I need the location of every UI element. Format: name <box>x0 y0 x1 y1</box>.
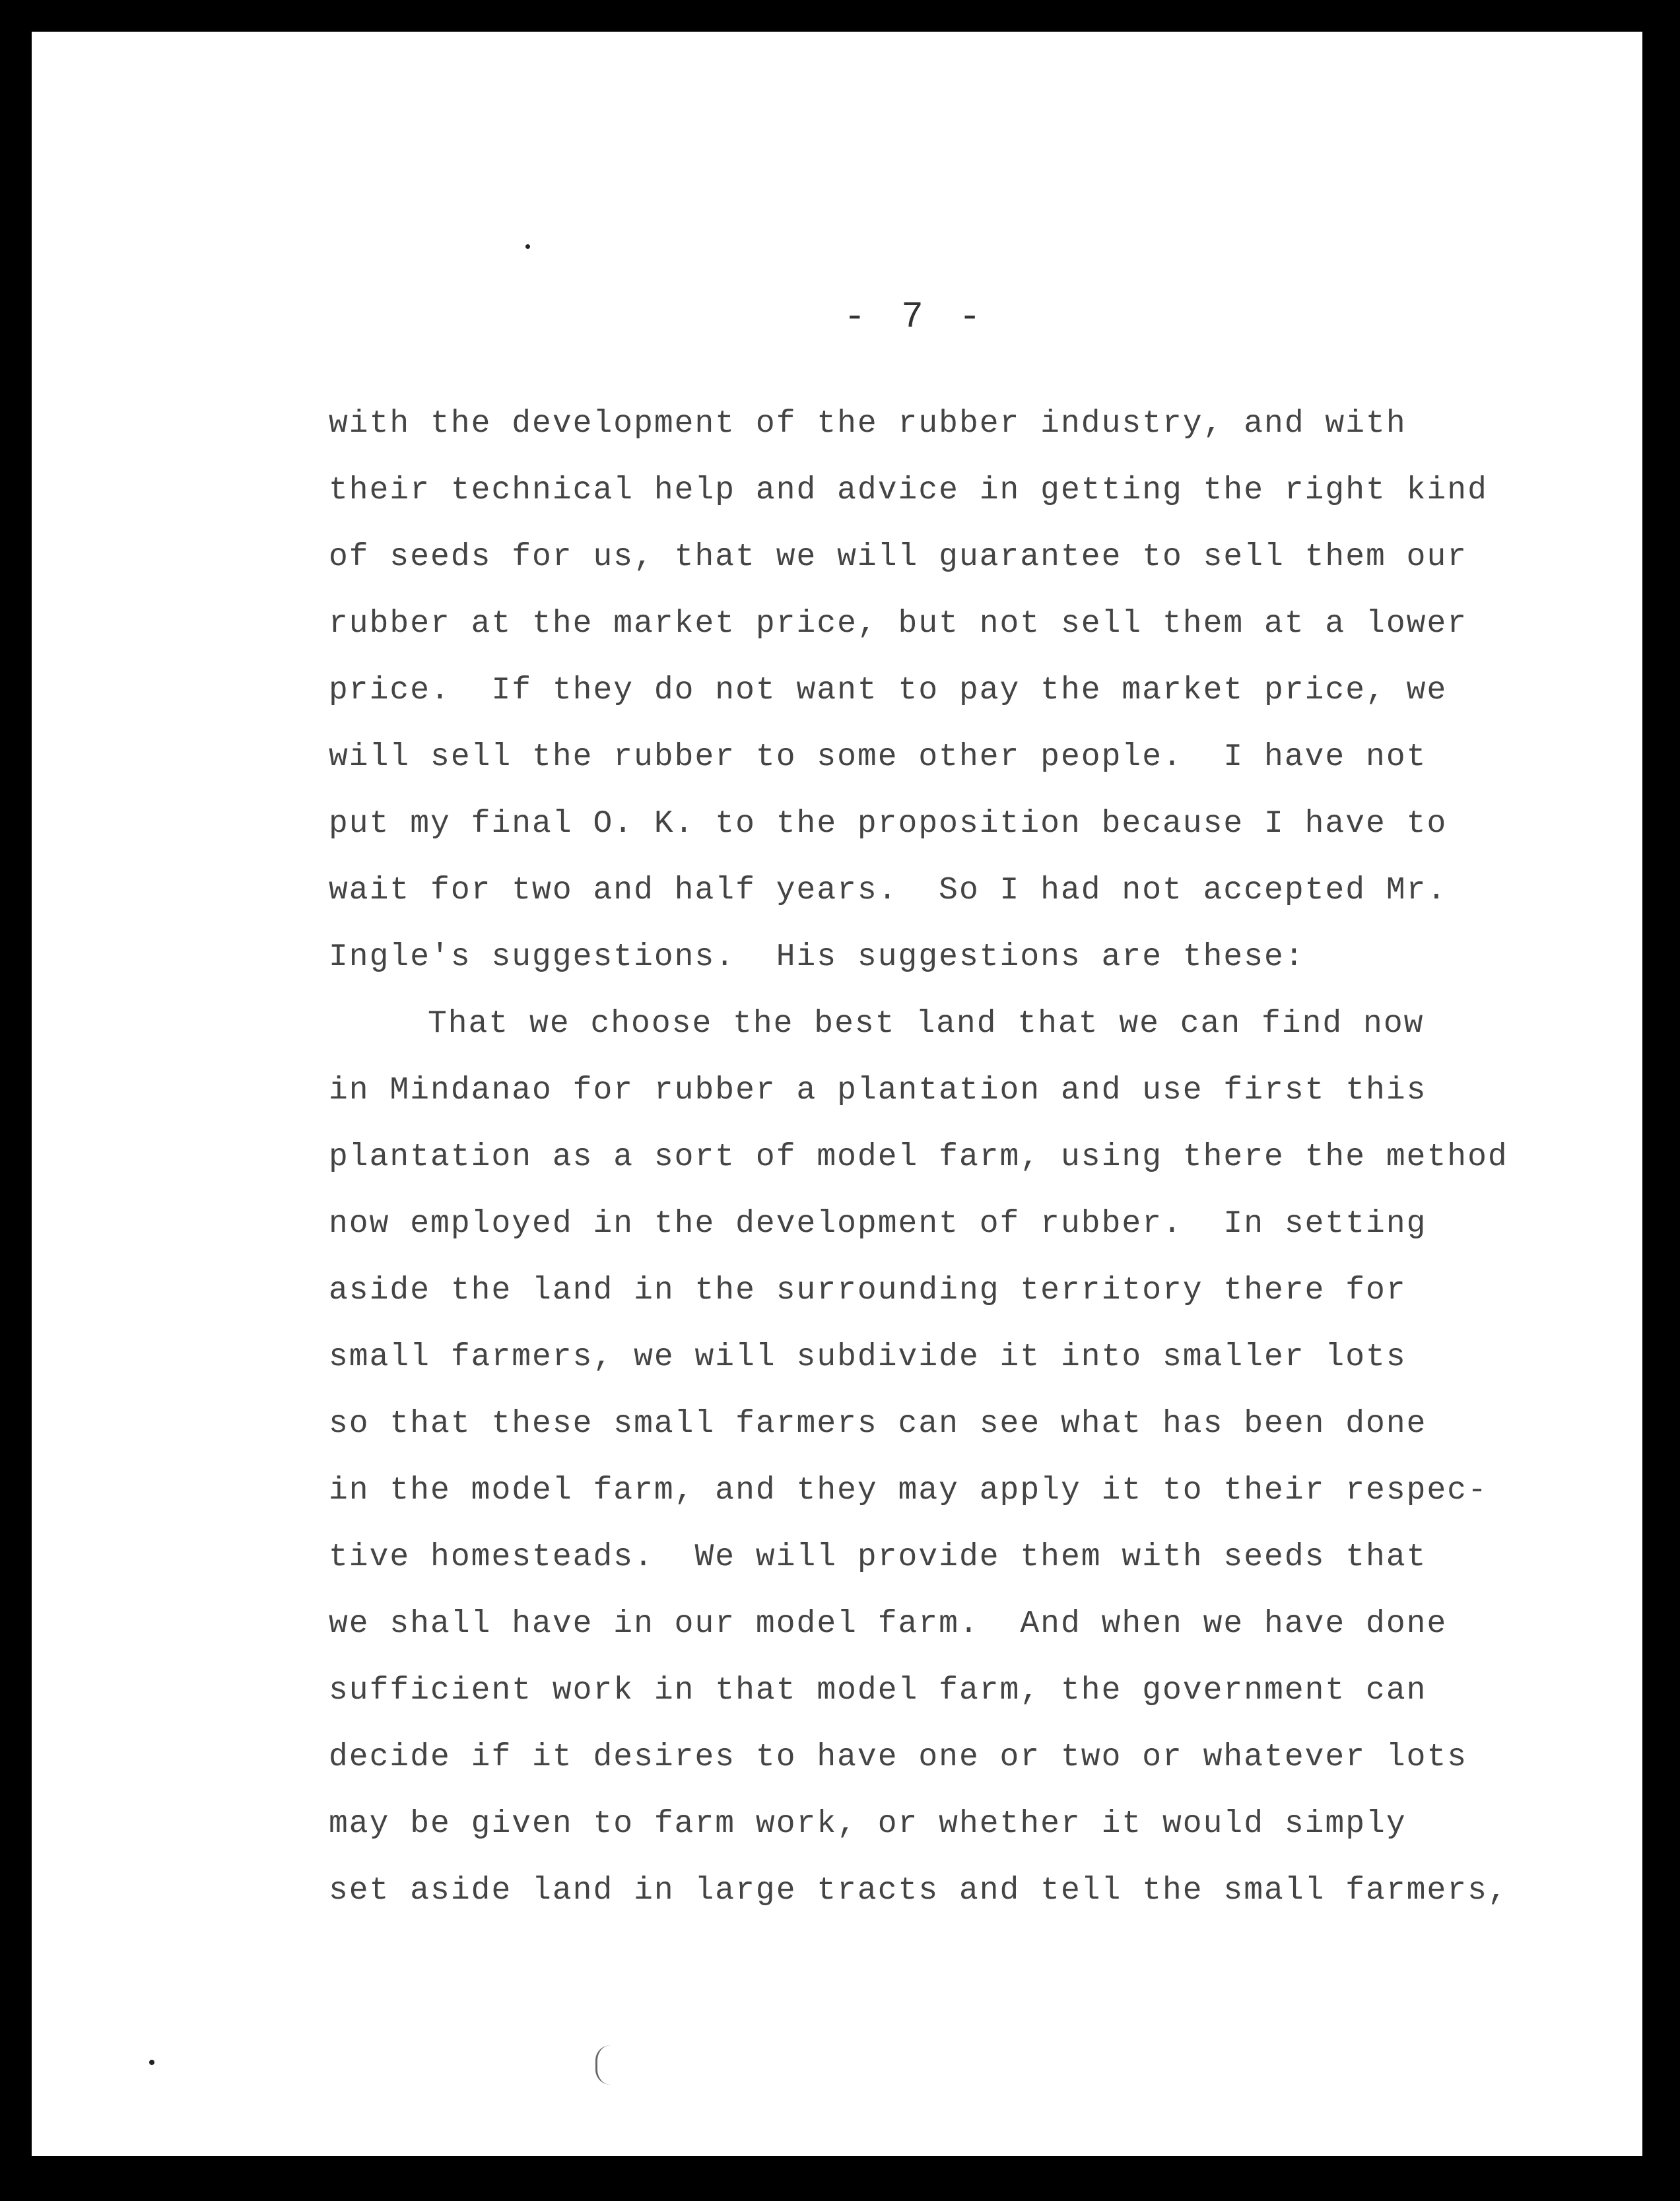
page-number: - 7 - <box>844 296 988 338</box>
text-line: their technical help and advice in getting the right kind <box>329 473 1488 508</box>
text-line: wait for two and half years. So I had not accepted Mr. <box>329 873 1448 908</box>
text-line: so that these small farmers can see what has been done <box>329 1406 1427 1442</box>
text-line: in Mindanao for rubber a plantation and use first this <box>329 1073 1427 1108</box>
text-line: now employed in the development of rubber. In setting <box>329 1206 1427 1242</box>
text-line: we shall have in our model farm. And when we have done <box>329 1606 1448 1642</box>
text-line: That we choose the best land that we can find now <box>428 1006 1425 1042</box>
pencil-mark <box>595 2045 611 2085</box>
text-line: Ingle's suggestions. His suggestions are these: <box>329 939 1305 975</box>
body-text <box>329 391 1583 1924</box>
text-line: may be given to farm work, or whether it would simply <box>329 1806 1407 1842</box>
text-line: decide if it desires to have one or two or whatever lots <box>329 1740 1468 1775</box>
document-page <box>32 32 1642 2156</box>
ink-speck <box>149 2060 154 2065</box>
text-line: will sell the rubber to some other people. I have not <box>329 739 1427 775</box>
text-line: aside the land in the surrounding territory there for <box>329 1273 1407 1308</box>
ink-speck <box>525 244 530 249</box>
text-line: with the development of the rubber industry, and with <box>329 406 1407 442</box>
text-line: plantation as a sort of model farm, using there the method <box>329 1139 1508 1175</box>
text-line: in the model farm, and they may apply it to their respec- <box>329 1473 1488 1508</box>
text-line: of seeds for us, that we will guarantee to sell them our <box>329 539 1468 575</box>
text-line: price. If they do not want to pay the market price, we <box>329 673 1448 708</box>
text-line: set aside land in large tracts and tell the small farmers, <box>329 1873 1508 1909</box>
text-line: sufficient work in that model farm, the government can <box>329 1673 1427 1709</box>
text-line: put my final O. K. to the proposition because I have to <box>329 806 1448 842</box>
text-line: small farmers, we will subdivide it into smaller lots <box>329 1339 1407 1375</box>
text-line: tive homesteads. We will provide them with seeds that <box>329 1540 1427 1575</box>
text-line: rubber at the market price, but not sell them at a lower <box>329 606 1468 642</box>
